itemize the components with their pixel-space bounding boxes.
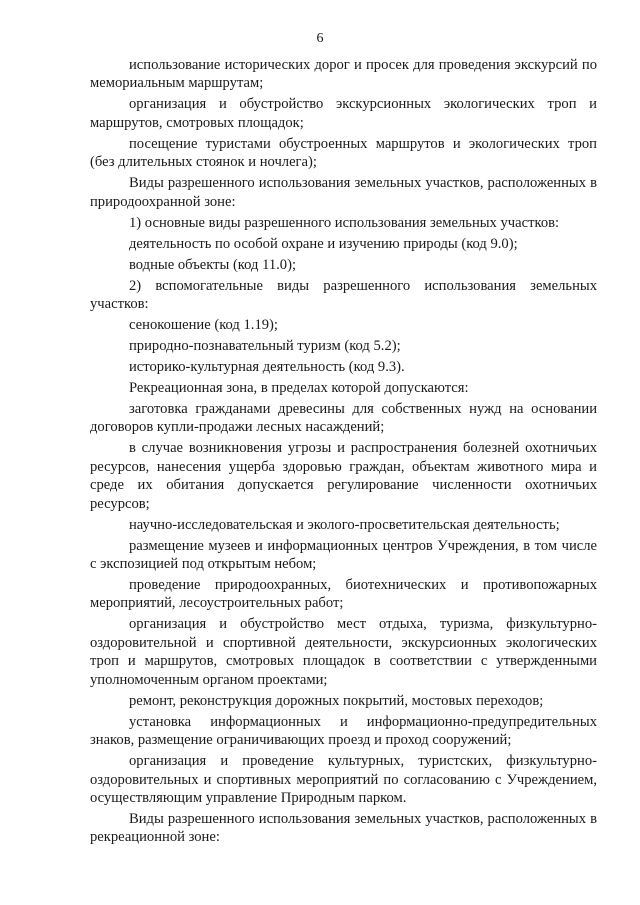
list-item-fire-prevention: проведение природоохранных, биотехнических и противопожарных мероприятий, лесоустроительных работ; xyxy=(90,577,597,612)
paragraph-recreation-zone-heading: Рекреационная зона, в пределах которой допускаются: xyxy=(129,380,469,397)
paragraph-conservation-zone-heading: Виды разрешенного использования земельных участков, расположенных в природоохранной зоне: xyxy=(90,175,597,210)
list-item-events: организация и проведение культурных, туристских, физкультурно-оздоровительных и спортивных мероприятий по согласованию с Учреждением, осуществляющим управление Природным парком. xyxy=(90,753,597,806)
list-item-water-objects: водные объекты (код 11.0); xyxy=(129,256,297,273)
list-item-museums: размещение музеев и информационных центров Учреждения, в том числе с экспозицией под открытым небом; xyxy=(90,537,597,573)
document-body xyxy=(90,56,597,849)
list-item-haymaking: сенокошение (код 1.19); xyxy=(129,317,278,334)
list-item-research: научно-исследовательская и эколого-просветительская деятельность; xyxy=(129,516,560,533)
list-item-historic-cultural: историко-культурная деятельность (код 9.3). xyxy=(129,359,405,376)
list-item-signs: установка информационных и информационно-предупредительных знаков, размещение ограничивающих проезд и проход сооружений; xyxy=(90,713,597,749)
list-item-timber-harvesting: заготовка гражданами древесины для собственных нужд на основании договоров купли-продажи лесных насаждений; xyxy=(90,401,597,436)
paragraph-tourist-visits: посещение туристами обустроенных маршрутов и экологических троп (без длительных стоянок и ночлега); xyxy=(90,135,597,171)
paragraph-excursion-trails: организация и обустройство экскурсионных экологических троп и маршрутов, смотровых площадок; xyxy=(90,96,597,131)
page-number: 6 xyxy=(316,31,324,46)
paragraph-auxiliary-uses-heading: 2) вспомогательные виды разрешенного использования земельных участков: xyxy=(90,277,597,313)
list-item-recreation-places: организация и обустройство мест отдыха, туризма, физкультурно-оздоровительной и спортивной деятельности, экскурсионных экологических троп и маршрутов, смотровых площадок в соответствии с утвержденными уполномоченным органом проектами; xyxy=(90,616,597,688)
list-item-nature-protection: деятельность по особой охране и изучению природы (код 9.0); xyxy=(129,235,518,252)
paragraph-recreation-zone-uses-heading: Виды разрешенного использования земельных участков, расположенных в рекреационной зоне: xyxy=(90,810,597,846)
paragraph-historic-roads: использование исторических дорог и просек для проведения экскурсий по мемориальным маршрутам; xyxy=(90,57,597,92)
list-item-road-repair: ремонт, реконструкция дорожных покрытий, мостовых переходов; xyxy=(129,692,544,709)
paragraph-main-uses-heading: 1) основные виды разрешенного использования земельных участков: xyxy=(129,214,560,231)
list-item-nature-tourism: природно-познавательный туризм (код 5.2); xyxy=(129,338,401,355)
list-item-hunting-resources: в случае возникновения угрозы и распространения болезней охотничьих ресурсов, нанесения ущерба здоровью граждан, объектам животного мира и среде их обитания допускается регулирование численности охотничьих ресурсов; xyxy=(90,440,597,512)
